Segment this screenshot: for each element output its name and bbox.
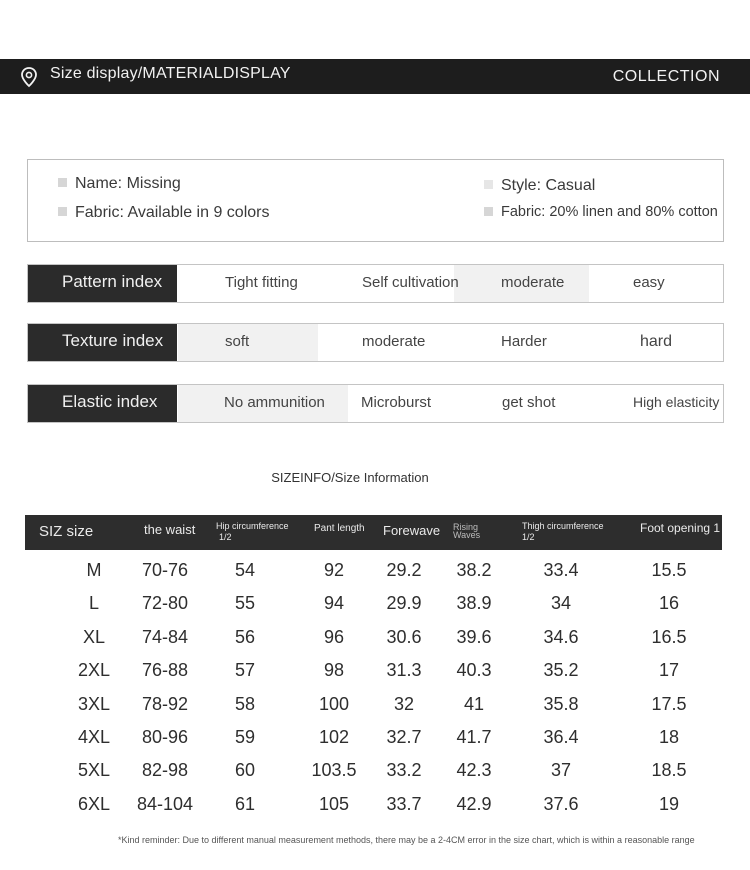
table-row-size: 6XL [77,793,111,814]
table-cell: 42.3 [456,760,492,781]
table-cell: 84-104 [136,793,194,814]
col-rising: Rising [453,522,479,532]
table-cell: 40.3 [456,660,492,681]
col-rising-waves: Waves [453,530,481,540]
col-waist: the waist [144,522,196,537]
col-thigh-sub: 1/2 [522,532,535,542]
table-cell: 32 [393,693,415,714]
table-cell: 76-88 [141,660,189,681]
table-cell: 80-96 [141,727,189,747]
texture-option-soft: soft [225,333,250,350]
bullet-square-icon [484,207,493,216]
table-cell: 18.5 [651,760,687,781]
kind-reminder-note: *Kind reminder: Due to different manual measurement methods, there may be a 2-4CM error in the size chart, which is within a reasonable range [118,835,695,845]
texture-option-moderate: moderate [362,333,426,350]
table-cell: 72-80 [141,593,189,614]
pattern-option-tight-fitting: Tight fitting [225,274,298,291]
col-forewave: Forewave [383,523,441,538]
info-fabric-text: Fabric: 20% linen and 80% cotton [501,204,718,220]
table-cell: 102 [318,727,350,747]
pattern-option-easy: easy [633,274,665,291]
texture-option-hard: hard [640,333,673,350]
table-cell: 33.4 [543,560,579,580]
bullet-square-icon [484,180,493,189]
elastic-option-high-elasticity: High elasticity [633,394,720,410]
table-cell: 54 [234,560,256,580]
bullet-square-icon [58,178,67,187]
table-cell: 17 [658,660,680,681]
table-cell: 17.5 [651,693,687,714]
table-cell: 36.4 [543,727,579,747]
table-cell: 100 [318,693,350,714]
table-cell: 39.6 [456,626,492,647]
table-cell: 37.6 [543,793,579,814]
table-cell: 103.5 [311,760,357,781]
size-table-header [25,515,722,550]
info-name-text: Name: Missing [75,175,181,192]
table-cell: 38.2 [456,560,492,580]
elastic-index-label: Elastic index [28,385,177,422]
table-cell: 15.5 [651,560,687,580]
size-info-title: SIZEINFO/Size Information [271,470,429,485]
table-cell: 38.9 [456,593,492,614]
table-cell: 37 [550,760,572,781]
table-cell: 33.2 [386,760,422,781]
table-cell: 35.8 [543,693,579,714]
table-cell: 105 [318,793,350,814]
table-cell: 32.7 [386,727,422,747]
table-cell: 58 [234,693,256,714]
table-cell: 59 [234,727,256,747]
table-row-size: L [88,593,100,614]
table-cell: 29.2 [386,560,422,580]
table-row-size: 4XL [77,727,111,747]
col-size: SIZ size [39,523,94,540]
info-style-text: Style: Casual [501,177,596,194]
bullet-square-icon [58,207,67,216]
table-row-size: 5XL [77,760,111,781]
table-cell: 57 [234,660,256,681]
table-cell: 78-92 [141,693,189,714]
table-row-size: M [86,560,102,580]
table-cell: 34 [550,593,572,614]
location-pin-icon [18,66,40,88]
header-title: Size display/MATERIALDISPLAY [50,65,291,82]
info-fabric-colors-text: Fabric: Available in 9 colors [75,204,270,221]
table-cell: 55 [234,593,256,614]
info-style [484,177,595,195]
table-row-size: XL [82,626,106,647]
table-cell: 82-98 [141,760,189,781]
header-bar [0,59,750,94]
pattern-index-label: Pattern index [28,265,177,302]
elastic-option-get-shot: get shot [502,394,556,411]
texture-index-label: Texture index [28,324,177,361]
col-hip-sub: 1/2 [219,532,232,542]
table-row-size: 3XL [77,693,111,714]
table-cell: 60 [234,760,256,781]
col-pant-length: Pant length [314,523,365,534]
pattern-index-row [27,264,724,303]
table-cell: 98 [323,660,345,681]
elastic-option-microburst: Microburst [361,394,432,411]
pattern-option-moderate: moderate [501,274,565,291]
table-cell: 18 [658,727,680,747]
col-hip: Hip circumference [216,521,289,531]
texture-index-row [27,323,724,362]
info-fabric [484,204,718,220]
pattern-option-self-cultivation: Self cultivation [362,274,459,291]
col-thigh: Thigh circumference [522,521,604,531]
table-cell: 16 [658,593,680,614]
info-fabric-colors [58,204,269,222]
table-cell: 92 [323,560,345,580]
table-cell: 56 [234,626,256,647]
table-cell: 42.9 [456,793,492,814]
table-cell: 74-84 [141,626,189,647]
collection-label: COLLECTION [612,68,720,85]
table-cell: 41.7 [456,727,492,747]
table-cell: 29.9 [386,593,422,614]
table-cell: 94 [323,593,345,614]
texture-option-harder: Harder [501,333,547,350]
table-row-size: 2XL [77,660,111,681]
table-cell: 35.2 [543,660,579,681]
table-cell: 61 [234,793,256,814]
table-cell: 34.6 [543,626,579,647]
elastic-option-no-ammunition: No ammunition [224,394,325,411]
col-foot-opening: Foot opening 1 [640,521,721,535]
table-cell: 30.6 [386,626,422,647]
table-cell: 16.5 [651,626,687,647]
table-cell: 96 [323,626,345,647]
table-cell: 19 [658,793,680,814]
info-name [58,175,181,193]
table-cell: 70-76 [141,560,189,580]
elastic-index-row [27,384,724,423]
table-cell: 33.7 [386,793,422,814]
table-cell: 31.3 [386,660,422,681]
table-cell: 41 [463,693,485,714]
product-info-box [27,159,724,242]
